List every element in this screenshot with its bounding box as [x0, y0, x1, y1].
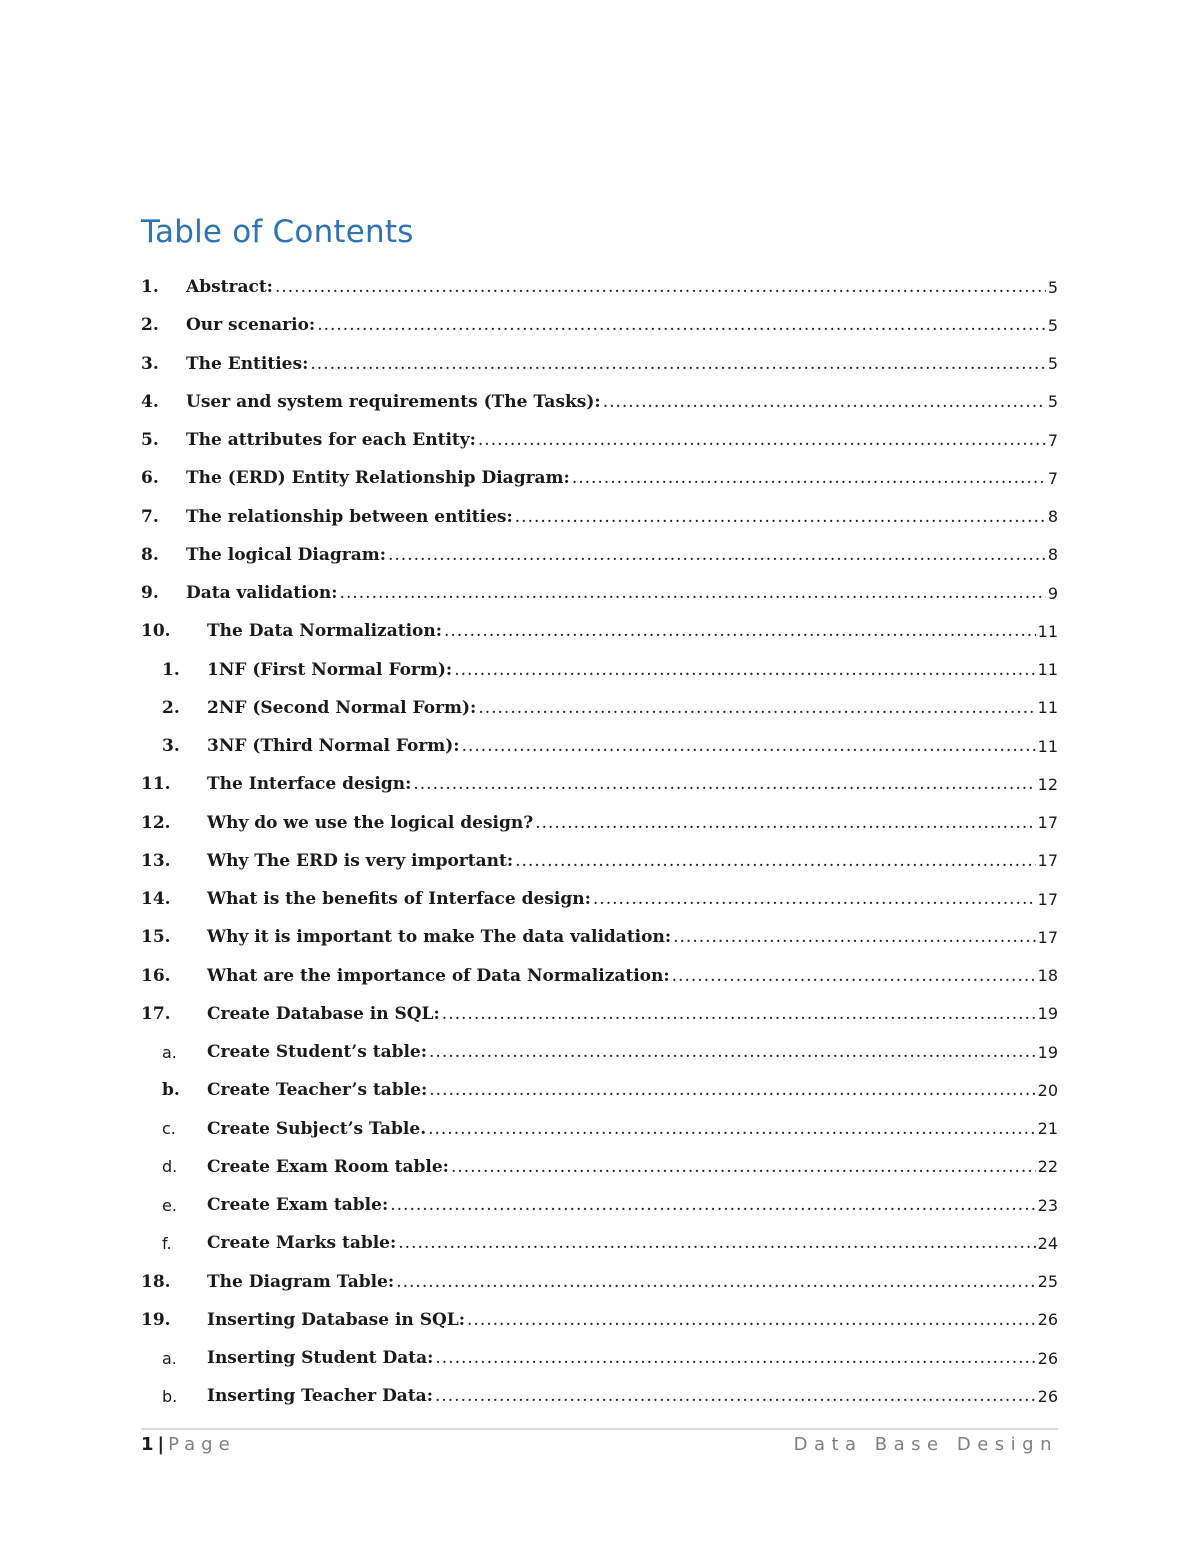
toc-entry-page: 18 [1037, 966, 1058, 986]
toc-subentry[interactable] [141, 651, 1058, 689]
toc-entry-page: 17 [1037, 813, 1058, 833]
toc-dot-leader [390, 1195, 1035, 1215]
toc-entry-title: 1NF (First Normal Form): [207, 659, 453, 680]
toc-entry[interactable] [141, 459, 1058, 497]
toc-dot-leader [398, 1233, 1035, 1253]
toc-entry[interactable] [141, 957, 1058, 995]
toc-dot-leader [462, 736, 1036, 756]
toc-entry-page: 23 [1037, 1195, 1058, 1215]
toc-entry-page: 17 [1037, 927, 1058, 947]
toc-entry-title: The Data Normalization: [207, 621, 442, 642]
toc-dot-leader [467, 1310, 1036, 1330]
toc-entry-title: 2NF (Second Normal Form): [207, 697, 477, 718]
toc-dot-leader [572, 468, 1046, 488]
toc-entry-page: 21 [1037, 1119, 1058, 1139]
toc-entry-number: 4. [141, 391, 159, 412]
toc-entry[interactable] [141, 268, 1058, 306]
toc-entry-page: 7 [1047, 468, 1058, 488]
toc-dot-leader [413, 774, 1035, 794]
toc-entry-title: Inserting Student Data: [207, 1348, 434, 1369]
toc-dot-leader [429, 1042, 1036, 1062]
toc-entry-number: 2. [141, 315, 159, 336]
toc-entry[interactable] [141, 1263, 1058, 1301]
toc-entry-page: 17 [1037, 851, 1058, 871]
toc-entry-title: Our scenario: [186, 315, 316, 336]
toc-entry[interactable] [141, 918, 1058, 956]
toc-dot-leader [451, 1157, 1036, 1177]
toc-entry-page: 24 [1037, 1233, 1058, 1253]
toc-dot-leader [310, 354, 1045, 374]
toc-entry-title: The Diagram Table: [207, 1271, 395, 1292]
toc-dot-leader [478, 430, 1046, 450]
toc-entry-page: 12 [1037, 774, 1058, 794]
toc-dot-leader [428, 1119, 1036, 1139]
toc-entry-title: Abstract: [186, 277, 273, 298]
toc-entry-title: Create Exam table: [207, 1195, 389, 1216]
toc-entry-page: 26 [1037, 1348, 1058, 1368]
toc-entry[interactable] [141, 306, 1058, 344]
toc-subentry[interactable] [141, 1033, 1058, 1071]
toc-entry-title: Inserting Database in SQL: [207, 1309, 466, 1330]
toc-entry-title: Inserting Teacher Data: [207, 1386, 433, 1407]
toc-entry-title: The (ERD) Entity Relationship Diagram: [186, 468, 570, 489]
toc-entry-page: 26 [1037, 1310, 1058, 1330]
toc-dot-leader [454, 660, 1035, 680]
footer-divider [141, 1428, 1058, 1430]
toc-dot-leader [515, 851, 1036, 871]
toc-entry-page: 11 [1037, 660, 1058, 680]
toc-entry-number: 9. [141, 583, 159, 604]
toc-entry-page: 26 [1037, 1386, 1058, 1406]
toc-dot-leader [603, 392, 1046, 412]
footer-page-label: Page [168, 1434, 236, 1455]
toc-entry-page: 7 [1047, 430, 1058, 450]
toc-entry-number: 5. [141, 430, 159, 451]
toc-entry-number: 19. [141, 1309, 171, 1330]
toc-entry-title: Data validation: [186, 583, 338, 604]
toc-subentry[interactable] [141, 1377, 1058, 1415]
toc-entry-number: 13. [141, 850, 171, 871]
toc-entry[interactable] [141, 804, 1058, 842]
toc-subentry[interactable] [141, 1071, 1058, 1109]
toc-subentry[interactable] [141, 727, 1058, 765]
toc-dot-leader [396, 1272, 1035, 1292]
toc-dot-leader [442, 1004, 1036, 1024]
toc-entry[interactable] [141, 1301, 1058, 1339]
toc-subentry[interactable] [141, 689, 1058, 727]
toc-dot-leader [672, 966, 1036, 986]
toc-list [141, 268, 1058, 1416]
toc-entry-page: 11 [1037, 621, 1058, 641]
footer-document-title: Data Base Design [793, 1434, 1058, 1455]
toc-entry-number: e. [162, 1195, 177, 1215]
footer-page-number: 1 [141, 1434, 154, 1455]
toc-entry-number: 3. [162, 736, 180, 757]
toc-entry[interactable] [141, 612, 1058, 650]
toc-dot-leader [275, 277, 1046, 297]
toc-subentry[interactable] [141, 1148, 1058, 1186]
toc-entry-number: 16. [141, 965, 171, 986]
toc-entry-page: 19 [1037, 1042, 1058, 1062]
toc-entry-number: f. [162, 1233, 172, 1253]
toc-entry-title: Why it is important to make The data validation: [207, 927, 672, 948]
toc-entry-title: The attributes for each Entity: [186, 430, 476, 451]
toc-entry[interactable] [141, 421, 1058, 459]
toc-dot-leader [515, 507, 1046, 527]
toc-entry-title: What is the benefits of Interface design: [207, 889, 591, 910]
toc-entry-number: 1. [162, 659, 180, 680]
toc-entry-number: 8. [141, 544, 159, 565]
toc-dot-leader [673, 927, 1036, 947]
footer-separator: | [157, 1434, 165, 1455]
toc-entry-number: 2. [162, 697, 180, 718]
toc-entry[interactable] [141, 842, 1058, 880]
toc-dot-leader [388, 545, 1046, 565]
toc-entry-number: d. [162, 1157, 178, 1177]
toc-entry-title: Why The ERD is very important: [207, 850, 514, 871]
toc-entry-title: Create Student’s table: [207, 1042, 428, 1063]
toc-entry[interactable] [141, 345, 1058, 383]
toc-entry-number: 12. [141, 812, 171, 833]
toc-entry-title: Create Database in SQL: [207, 1003, 440, 1024]
toc-entry-number: 15. [141, 927, 171, 948]
toc-entry[interactable] [141, 536, 1058, 574]
toc-title: Table of Contents [141, 214, 414, 250]
toc-entry[interactable] [141, 383, 1058, 421]
toc-entry-number: 14. [141, 889, 171, 910]
toc-entry-page: 8 [1047, 507, 1058, 527]
toc-entry-number: 7. [141, 506, 159, 527]
toc-entry-number: a. [162, 1348, 177, 1368]
toc-entry-number: 1. [141, 277, 159, 298]
toc-entry-title: The logical Diagram: [186, 544, 386, 565]
toc-entry[interactable] [141, 880, 1058, 918]
toc-entry-title: The Entities: [186, 353, 309, 374]
toc-dot-leader [478, 698, 1035, 718]
toc-entry-page: 5 [1047, 392, 1058, 412]
toc-dot-leader [444, 621, 1036, 641]
toc-entry-page: 5 [1047, 315, 1058, 335]
toc-entry-page: 11 [1037, 736, 1058, 756]
toc-entry-number: 18. [141, 1271, 171, 1292]
toc-entry-page: 25 [1037, 1272, 1058, 1292]
toc-entry-page: 8 [1047, 545, 1058, 565]
toc-entry-number: 11. [141, 774, 171, 795]
toc-entry-title: The relationship between entities: [186, 506, 513, 527]
toc-entry-number: c. [162, 1119, 176, 1139]
toc-entry[interactable] [141, 765, 1058, 803]
toc-entry-number: 10. [141, 621, 171, 642]
toc-entry-page: 5 [1047, 277, 1058, 297]
toc-subentry[interactable] [141, 1110, 1058, 1148]
toc-entry[interactable] [141, 995, 1058, 1033]
toc-entry-title: Create Subject’s Table. [207, 1118, 427, 1139]
toc-entry-number: a. [162, 1042, 177, 1062]
toc-dot-leader [435, 1348, 1035, 1368]
toc-dot-leader [535, 813, 1035, 833]
toc-entry-number: b. [162, 1080, 180, 1101]
toc-entry-page: 17 [1037, 889, 1058, 909]
toc-entry-title: User and system requirements (The Tasks): [186, 391, 601, 412]
toc-dot-leader [340, 583, 1046, 603]
toc-dot-leader [317, 315, 1046, 335]
toc-entry-number: 3. [141, 353, 159, 374]
toc-entry-number: 17. [141, 1003, 171, 1024]
toc-entry-page: 5 [1047, 354, 1058, 374]
toc-entry-page: 19 [1037, 1004, 1058, 1024]
footer-page-indicator [141, 1434, 236, 1455]
toc-dot-leader [593, 889, 1036, 909]
toc-entry-title: Why do we use the logical design? [207, 812, 534, 833]
toc-entry[interactable] [141, 498, 1058, 536]
toc-entry-title: The Interface design: [207, 774, 412, 795]
toc-entry-title: Create Exam Room table: [207, 1156, 449, 1177]
toc-subentry[interactable] [141, 1224, 1058, 1262]
toc-entry-page: 11 [1037, 698, 1058, 718]
toc-entry-title: Create Marks table: [207, 1233, 397, 1254]
toc-dot-leader [435, 1386, 1036, 1406]
toc-entry-page: 9 [1047, 583, 1058, 603]
toc-entry-page: 22 [1037, 1157, 1058, 1177]
toc-entry-page: 20 [1037, 1080, 1058, 1100]
toc-dot-leader [429, 1080, 1035, 1100]
toc-subentry[interactable] [141, 1339, 1058, 1377]
toc-entry-title: Create Teacher’s table: [207, 1080, 428, 1101]
toc-entry[interactable] [141, 574, 1058, 612]
toc-entry-title: 3NF (Third Normal Form): [207, 736, 460, 757]
toc-subentry[interactable] [141, 1186, 1058, 1224]
toc-entry-number: b. [162, 1386, 178, 1406]
toc-entry-title: What are the importance of Data Normalization: [207, 965, 670, 986]
toc-entry-number: 6. [141, 468, 159, 489]
